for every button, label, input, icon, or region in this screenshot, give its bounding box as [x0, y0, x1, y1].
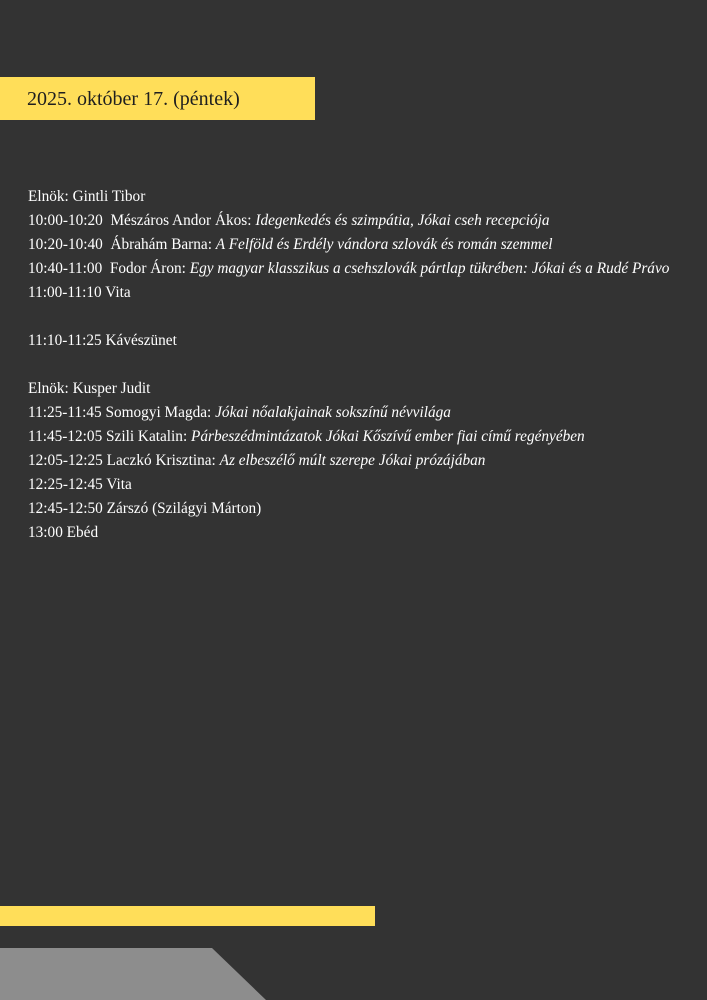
time-slot: 13:00: [28, 524, 63, 541]
schedule-item: [28, 401, 692, 425]
speaker: Fodor Áron:: [109, 260, 186, 277]
talk-title: Egy magyar klasszikus a csehszlovák pártlap tükrében: Jókai és a Rudé Právo: [189, 260, 670, 277]
spacer: [28, 305, 692, 329]
item-label: Ebéd: [66, 524, 99, 541]
schedule-item: [28, 521, 692, 545]
spacer: [28, 353, 692, 377]
item-label: Vita: [105, 284, 131, 301]
talk-title: Jókai nőalakjainak sokszínű névvilága: [215, 404, 451, 421]
time-slot: 10:20-10:40: [28, 236, 103, 253]
item-label: Vita: [106, 476, 132, 493]
speaker: Szili Katalin:: [106, 428, 188, 445]
time-slot: 12:05-12:25: [28, 452, 103, 469]
speaker: Laczkó Krisztina:: [106, 452, 216, 469]
break-label: Kávészünet: [105, 332, 177, 349]
schedule-item: [28, 257, 692, 281]
schedule-item: [28, 497, 692, 521]
schedule-item: [28, 209, 692, 233]
accent-bar: [0, 906, 375, 926]
time-slot: 10:40-11:00: [28, 260, 103, 277]
talk-title: Idegenkedés és szimpátia, Jókai cseh recepciója: [255, 212, 550, 229]
time-slot: 12:45-12:50: [28, 500, 103, 517]
speaker: Somogyi Magda:: [105, 404, 212, 421]
session-chair: Elnök: Kusper Judit: [28, 380, 151, 397]
date-heading: 2025. október 17. (péntek): [27, 87, 240, 110]
time-slot: 11:25-11:45: [28, 404, 102, 421]
coffee-break: [28, 329, 692, 353]
schedule-item: [28, 473, 692, 497]
time-slot: 11:00-11:10: [28, 284, 102, 301]
schedule-item: [28, 281, 692, 305]
talk-title: A Felföld és Erdély vándora szlovák és román szemmel: [215, 236, 553, 253]
time-slot: 11:45-12:05: [28, 428, 103, 445]
date-banner: [0, 77, 315, 120]
time-slot: 12:25-12:45: [28, 476, 103, 493]
talk-title: Párbeszédmintázatok Jókai Kőszívű ember fiai című regényében: [191, 428, 585, 445]
speaker: Ábrahám Barna:: [110, 236, 212, 253]
talk-title: Az elbeszélő múlt szerepe Jókai prózájában: [219, 452, 486, 469]
session-chair: Elnök: Gintli Tibor: [28, 188, 146, 205]
schedule-item: [28, 425, 692, 449]
speaker: Mészáros Andor Ákos:: [110, 212, 252, 229]
item-label: Zárszó (Szilágyi Márton): [106, 500, 262, 517]
time-slot: 10:00-10:20: [28, 212, 103, 229]
time-slot: 11:10-11:25: [28, 332, 102, 349]
corner-decoration: [0, 948, 266, 1000]
schedule-item: [28, 449, 692, 473]
schedule-item: [28, 233, 692, 257]
schedule: [28, 185, 692, 545]
